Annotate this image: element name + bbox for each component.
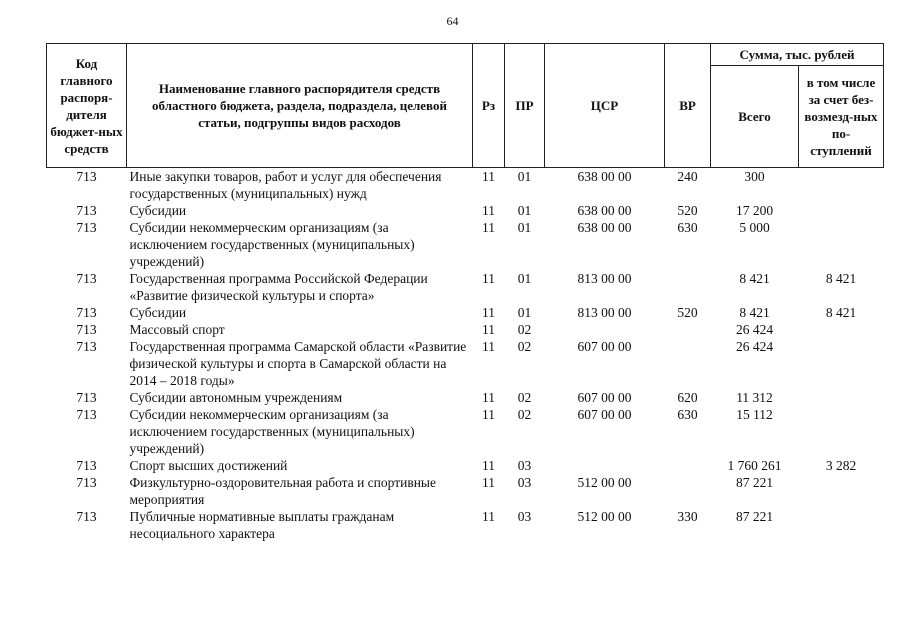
cell-name: Публичные нормативные выплаты гражданам несоциального характера <box>129 509 395 541</box>
cell-free <box>799 406 884 457</box>
cell-pr: 03 <box>517 458 532 473</box>
cell-vr <box>665 457 711 474</box>
cell-vr: 630 <box>677 407 698 422</box>
cell-rz: 11 <box>482 220 495 235</box>
header-code: Код главного распоря-дителя бюджет-ных средств <box>47 44 127 168</box>
header-rz: Рз <box>473 44 505 168</box>
cell-code: 713 <box>76 475 97 490</box>
page-number: 64 <box>446 14 459 28</box>
table-row <box>47 389 884 406</box>
cell-csr: 512 00 00 <box>577 475 632 490</box>
cell-pr: 01 <box>517 271 532 286</box>
header-csr: ЦСР <box>545 44 665 168</box>
header-total: Всего <box>711 66 799 168</box>
cell-rz: 11 <box>482 509 495 524</box>
cell-csr <box>545 321 665 338</box>
cell-rz: 11 <box>482 458 495 473</box>
cell-free: 3 282 <box>825 458 857 473</box>
cell-vr: 240 <box>677 169 698 184</box>
cell-name: Государственная программа Самарской области «Развитие физической культуры и спорта в Самарской области на 2014 – 2018 годы» <box>129 339 467 388</box>
cell-vr <box>665 321 711 338</box>
cell-free <box>799 338 884 389</box>
cell-vr: 630 <box>677 220 698 235</box>
table-row <box>47 406 884 457</box>
cell-code: 713 <box>76 339 97 354</box>
cell-name: Физкультурно-оздоровительная работа и спортивные мероприятия <box>129 475 436 507</box>
cell-code: 713 <box>76 509 97 524</box>
cell-csr: 638 00 00 <box>577 169 632 184</box>
table-row <box>47 202 884 219</box>
cell-pr: 03 <box>517 475 532 490</box>
table-row <box>47 321 884 338</box>
cell-free <box>799 508 884 542</box>
table-row <box>47 508 884 542</box>
cell-name: Иные закупки товаров, работ и услуг для обеспечения государственных (муниципальных) нужд <box>129 169 442 201</box>
cell-rz: 11 <box>482 390 495 405</box>
cell-total: 26 424 <box>735 322 774 337</box>
cell-free <box>799 321 884 338</box>
cell-code: 713 <box>76 390 97 405</box>
cell-rz: 11 <box>482 271 495 286</box>
cell-pr: 03 <box>517 509 532 524</box>
cell-name: Субсидии <box>129 305 187 320</box>
cell-total: 8 421 <box>739 271 770 286</box>
cell-pr: 01 <box>517 203 532 218</box>
cell-free <box>799 168 884 203</box>
cell-total: 26 424 <box>735 339 774 354</box>
cell-name: Субсидии <box>129 203 187 218</box>
cell-name: Спорт высших достижений <box>129 458 288 473</box>
cell-vr: 620 <box>677 390 698 405</box>
cell-free: 8 421 <box>825 271 857 286</box>
cell-total: 1 760 261 <box>727 458 782 473</box>
cell-csr: 638 00 00 <box>577 203 632 218</box>
header-vr: ВР <box>665 44 711 168</box>
cell-name: Субсидии автономным учреждениям <box>129 390 343 405</box>
cell-pr: 02 <box>517 390 532 405</box>
cell-code: 713 <box>76 305 97 320</box>
cell-vr <box>665 338 711 389</box>
cell-rz: 11 <box>482 407 495 422</box>
header-free: в том числе за счет без-возмезд-ных по-ступлений <box>799 66 884 168</box>
table-row <box>47 474 884 508</box>
cell-total: 300 <box>744 169 765 184</box>
cell-total: 11 312 <box>736 390 773 405</box>
cell-rz: 11 <box>482 305 495 320</box>
cell-free <box>799 389 884 406</box>
cell-total: 15 112 <box>736 407 773 422</box>
cell-csr <box>545 457 665 474</box>
table-row <box>47 270 884 304</box>
cell-rz: 11 <box>482 475 495 490</box>
cell-free <box>799 474 884 508</box>
cell-name: Массовый спорт <box>129 322 225 337</box>
table-row <box>47 219 884 270</box>
cell-total: 87 221 <box>735 509 774 524</box>
table-row <box>47 457 884 474</box>
cell-rz: 11 <box>482 322 495 337</box>
cell-csr: 813 00 00 <box>577 305 632 320</box>
cell-csr: 638 00 00 <box>577 220 632 235</box>
cell-vr <box>665 270 711 304</box>
cell-rz: 11 <box>482 203 495 218</box>
cell-csr: 607 00 00 <box>577 339 632 354</box>
cell-pr: 02 <box>517 407 532 422</box>
cell-code: 713 <box>76 220 97 235</box>
cell-rz: 11 <box>482 169 495 184</box>
cell-total: 5 000 <box>739 220 770 235</box>
cell-vr: 520 <box>677 203 698 218</box>
table-row <box>47 338 884 389</box>
cell-free <box>799 202 884 219</box>
table-row <box>47 304 884 321</box>
cell-total: 87 221 <box>735 475 774 490</box>
cell-code: 713 <box>76 322 97 337</box>
cell-pr: 01 <box>517 305 532 320</box>
cell-name: Государственная программа Российской Федерации «Развитие физической культуры и спорта» <box>129 271 428 303</box>
cell-total: 17 200 <box>735 203 774 218</box>
cell-vr <box>665 474 711 508</box>
cell-free <box>799 219 884 270</box>
cell-code: 713 <box>76 407 97 422</box>
header-name: Наименование главного распорядителя средств областного бюджета, раздела, подраздела, целевой статьи, подгруппы видов расходов <box>127 44 473 168</box>
cell-vr: 520 <box>677 305 698 320</box>
cell-free: 8 421 <box>825 305 857 320</box>
cell-pr: 02 <box>517 339 532 354</box>
cell-code: 713 <box>76 271 97 286</box>
cell-pr: 01 <box>517 169 532 184</box>
cell-code: 713 <box>76 458 97 473</box>
cell-pr: 01 <box>517 220 532 235</box>
cell-csr: 607 00 00 <box>577 390 632 405</box>
cell-total: 8 421 <box>739 305 770 320</box>
cell-name: Субсидии некоммерческим организациям (за исключением государственных (муниципальных) учреждений) <box>129 220 415 269</box>
header-sum: Сумма, тыс. рублей <box>711 44 884 66</box>
table-row <box>47 168 884 203</box>
cell-rz: 11 <box>482 339 495 354</box>
cell-vr: 330 <box>677 509 698 524</box>
table-body <box>47 168 884 543</box>
cell-name: Субсидии некоммерческим организациям (за исключением государственных (муниципальных) учреждений) <box>129 407 415 456</box>
cell-csr: 813 00 00 <box>577 271 632 286</box>
cell-code: 713 <box>76 169 97 184</box>
cell-csr: 607 00 00 <box>577 407 632 422</box>
cell-pr: 02 <box>517 322 532 337</box>
cell-csr: 512 00 00 <box>577 509 632 524</box>
cell-code: 713 <box>76 203 97 218</box>
header-pr: ПР <box>505 44 545 168</box>
table-header <box>47 44 884 168</box>
budget-table <box>46 43 884 542</box>
